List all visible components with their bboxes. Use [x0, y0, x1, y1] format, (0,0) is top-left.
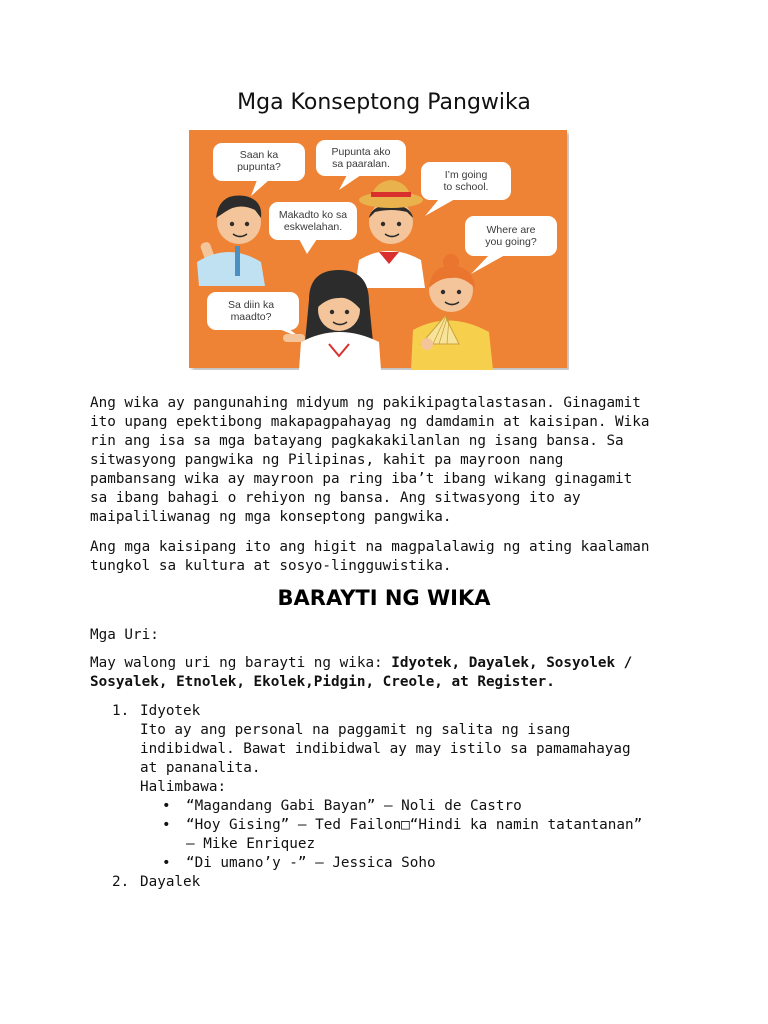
types-list-line1: Idyotek, Dayalek, Sosyolek /	[391, 655, 633, 671]
svg-text:Sa diin kamaadto?: Sa diin ka maadto?	[227, 299, 275, 323]
types-list-end: .	[546, 674, 555, 690]
example-item: “Magandang Gabi Bayan” – Noli de Castro	[186, 798, 522, 814]
svg-text:Makadto ko saeskwelahan.: Makadto ko sa eskwelahan.	[278, 209, 348, 233]
types-list-line2: Sosyalek, Etnolek, Ekolek,Pidgin, Creole, at Register	[90, 674, 547, 690]
types-label: Mga Uri:	[90, 627, 159, 643]
section-heading: BARAYTI NG WIKA	[277, 586, 491, 610]
svg-text:I’m goingto school.: I’m going to school.	[443, 169, 489, 193]
list-number: 2.	[112, 874, 130, 890]
bubble-line: Saan ka	[239, 149, 279, 161]
second-paragraph: Ang mga kaisipang ito ang higit na magpalalawig ng ating kaalaman tungkol sa kultura at sosyo-lingguwistika.	[90, 539, 650, 574]
svg-text:Saan kapupunta?: Saan ka pupunta?	[237, 149, 281, 173]
intro-paragraph: Ang wika ay pangunahing midyum ng pakikipagtalastasan. Ginagamit ito upang epektibong makapagpahayag ng damdamin at kaisipan. Wika rin ang isa sa mga batayang pagkakakilanlan ng isang bansa. Sa sitwasyong pangwika ng Pilipinas, kahit pa mayroon nang pambansang wika ay mayroon pa ring iba’t ibang wikang ginagamit sa ibang bahagi o rehiyon ng bansa. Ang sitwasyong ito ay maipaliliwanag ng mga konseptong pangwika.	[90, 395, 650, 525]
page-title: Mga Konseptong Pangwika	[237, 90, 531, 115]
list-number: 1.	[112, 703, 130, 719]
example-item: “Di umano’y -” – Jessica Soho	[186, 855, 436, 871]
example-label: Halimbawa:	[140, 779, 227, 795]
bullet-icon: •	[162, 817, 171, 833]
example-item: “Hoy Gising” – Ted Failon□“Hindi ka namin tatantanan” – Mike Enriquez	[186, 817, 643, 852]
illustration	[189, 130, 569, 370]
types-intro: May walong uri ng barayti ng wika:	[90, 655, 392, 671]
list-item-title: Dayalek	[140, 874, 201, 890]
list-item-description: Ito ay ang personal na paggamit ng salita ng isang indibidwal. Bawat indibidwal ay may istilo sa pamamahayag at pananalita.	[140, 722, 631, 776]
types-intro-paragraph	[90, 654, 690, 692]
list-item-title: Idyotek	[140, 703, 201, 719]
bullet-icon: •	[162, 855, 171, 871]
svg-text:Pupunta akosa paaralan.: Pupunta ako sa paaralan.	[331, 146, 391, 170]
svg-text:Where areyou going?: Where are you going?	[485, 224, 537, 248]
bullet-icon: •	[162, 798, 171, 814]
